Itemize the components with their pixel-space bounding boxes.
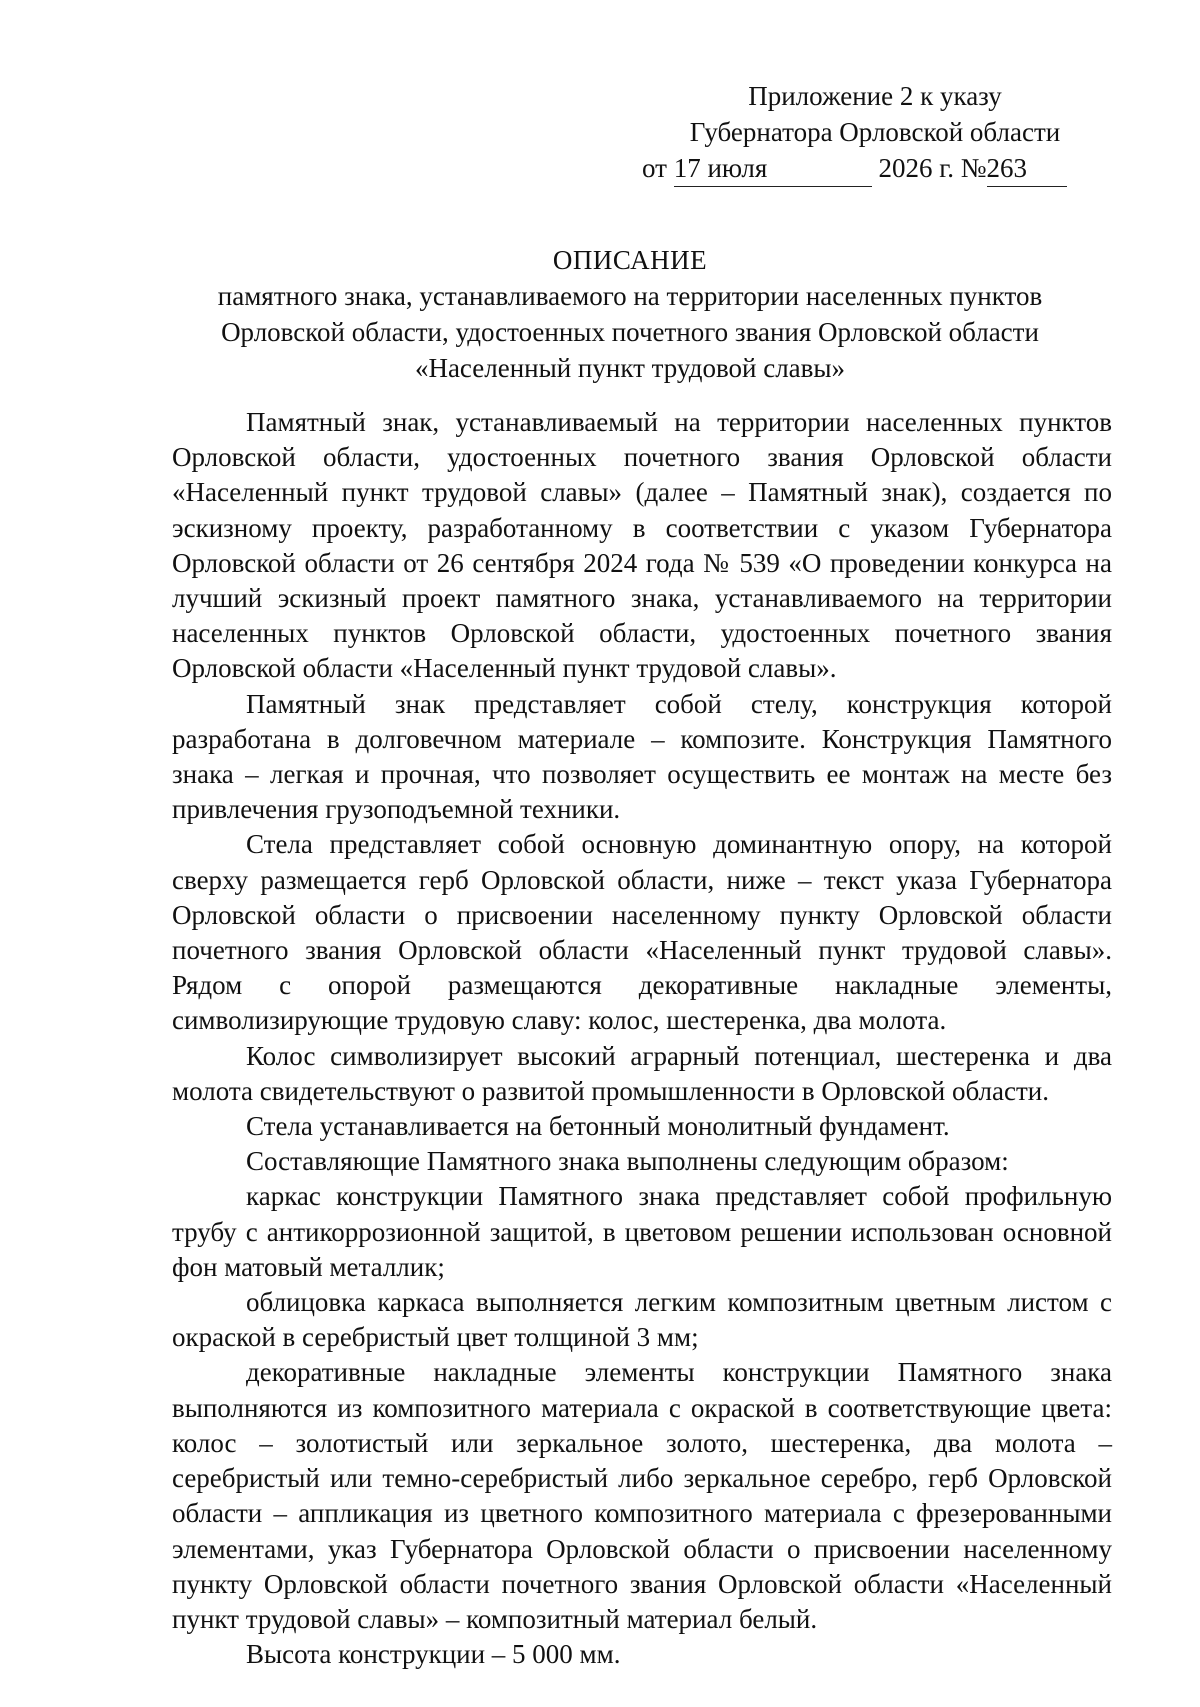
paragraph: Высота конструкции – 5 000 мм. xyxy=(246,1639,621,1670)
paragraph: Колос символизирует высокий аграрный потенциал, шестеренка и два молота свидетельствуют о развитой промышленности в Орловской области. xyxy=(172,1040,1112,1106)
appendix-line-2: Губернатора Орловской области xyxy=(689,117,1061,147)
title-heading: ОПИСАНИЕ xyxy=(552,245,708,275)
paragraph: декоративные накладные элементы конструкции Памятного знака выполняются из композитного материала с окраской в соответствующие цвета: колос – золотистый или зеркальное золото, шестеренка, два молота – серебристый или темно-серебристый либо зеркальное серебро, герб Орловской области – аппликация из цветного композитного материала с фрезерованными элементами, указ Губернатора Орловской области о присвоении населенному пункту Орловской области почетного звания Орловской области «Населенный пункт трудовой славы» – композитный материал белый. xyxy=(172,1357,1112,1634)
year-and-number-label: 2026 г. № xyxy=(878,153,987,183)
number-field xyxy=(987,150,1067,187)
date-field xyxy=(674,150,872,187)
paragraph: Стела представляет собой основную доминантную опору, на которой сверху размещается герб Орловской области, ниже – текст указа Губернатора Орловской области о присвоении населенному пункту Орловской области почетного звания Орловской области «Населенный пункт трудовой славы». Рядом с опорой размещаются декоративные накладные элементы, символизирующие трудовую славу: колос, шестеренка, два молота. xyxy=(172,829,1112,1036)
appendix-line-1: Приложение 2 к указу xyxy=(748,81,1002,111)
document-body xyxy=(172,405,1112,1672)
date-prefix: от xyxy=(642,153,667,183)
title-subtitle-3: «Населенный пункт трудовой славы» xyxy=(414,353,846,383)
handwritten-date: 17 июля xyxy=(673,153,768,183)
paragraph: каркас конструкции Памятного знака представляет собой профильную трубу с антикоррозионной защитой, в цветовом решении использован основной фон матовый металлик; xyxy=(172,1181,1112,1282)
title-subtitle-1: памятного знака, устанавливаемого на территории населенных пунктов xyxy=(217,281,1043,311)
paragraph: Памятный знак представляет собой стелу, конструкция которой разработана в долговечном материале – композите. Конструкция Памятного знака – легкая и прочная, что позволяет осуществить ее монтаж на месте без привлечения грузоподъемной техники. xyxy=(172,688,1112,825)
appendix-header xyxy=(640,78,1110,187)
paragraph: Составляющие Памятного знака выполнены следующим образом: xyxy=(246,1146,1009,1177)
appendix-date-line xyxy=(640,150,1110,187)
title-subtitle-2: Орловской области, удостоенных почетного звания Орловской области xyxy=(221,317,1039,347)
paragraph: Памятный знак, устанавливаемый на территории населенных пунктов Орловской области, удостоенных почетного звания Орловской области «Населенный пункт трудовой славы» (далее – Памятный знак), создается по эскизному проекту, разработанному в соответствии с указом Губернатора Орловской области от 26 сентября 2024 года № 539 «О проведении конкурса на лучший эскизный проект памятного знака, устанавливаемого на территории населенных пунктов Орловской области, удостоенных почетного звания Орловской области «Населенный пункт трудовой славы». xyxy=(172,407,1112,684)
paragraph: Стела устанавливается на бетонный монолитный фундамент. xyxy=(246,1111,950,1142)
paragraph: облицовка каркаса выполняется легким композитным цветным листом с окраской в серебристый цвет толщиной 3 мм; xyxy=(172,1287,1112,1353)
document-title xyxy=(140,242,1120,386)
handwritten-number: 263 xyxy=(986,153,1027,183)
